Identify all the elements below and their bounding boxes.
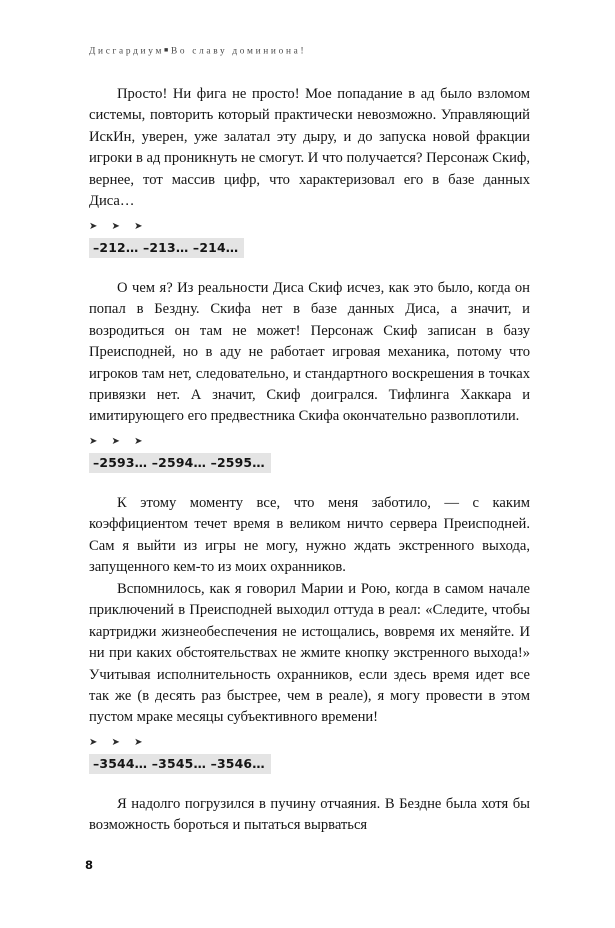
spacer <box>89 213 530 221</box>
countdown-block <box>89 436 530 473</box>
triple-arrow-icon: ➤ ➤ ➤ <box>89 435 148 447</box>
paragraph: О чем я? Из реальности Диса Скиф исчез, как это было, когда он попал в Бездну. Скифа нет в базе данных Диса, а значит, и возродиться он там не может! Персонаж Скиф записан в базу Преисподней, но в аду не работает игровая механика, потому что игроков там нет, следовательно, и стандартного воскрешения в точках привязки нет. А значит, Скиф доигрался. Тифлинга Хаккара и имитирующего его предвестника Скифа окончательно развоплотили. <box>89 279 530 425</box>
countdown-readout: –3544… –3545… –3546… <box>89 754 271 774</box>
countdown-block <box>89 737 530 774</box>
spacer <box>89 774 530 794</box>
page-number: 8 <box>85 858 94 872</box>
spacer <box>89 428 530 436</box>
countdown-readout: –2593… –2594… –2595… <box>89 453 271 473</box>
spacer <box>89 473 530 493</box>
square-bullet-icon: ■ <box>164 46 171 54</box>
triple-arrow-icon: ➤ ➤ ➤ <box>89 220 148 232</box>
paragraph: Просто! Ни фига не просто! Мое попадание в ад было взломом системы, повторить который практически невозможно. Управляющий ИскИн, уверен, уже залатал эту дыру, и до запуска новой фракции игроки в ад проникнуть не смогут. И что получается? Персонаж Скиф, вернее, тот массив цифр, что характеризовал его в базе данных Диса… <box>89 86 530 210</box>
paragraph: Вспомнилось, как я говорил Марии и Рою, когда в самом начале приключений в Преисподней выходил оттуда в реал: «Следите, чтобы картриджи жизнеобеспечения не истощались, вовремя их меняйте. И ни при каких обстоятельствах не жмите кнопку экстренного выхода!» Учитывая исполнительность охранников, если здесь время идет все так же (в десять раз быстрее, чем в реале), я могу провести в этом пустом мраке месяцы субъективного времени! <box>89 580 530 726</box>
paragraph: Я надолго погрузился в пучину отчаяния. В Бездне была хотя бы возможность бороться и пытаться вырваться <box>89 795 530 834</box>
running-head-book-title: Во славу доминиона! <box>170 46 307 57</box>
triple-arrow-icon: ➤ ➤ ➤ <box>89 736 148 748</box>
text-column <box>89 84 530 837</box>
countdown-block <box>89 221 530 258</box>
countdown-readout: –212… –213… –214… <box>89 238 244 258</box>
running-head <box>89 44 529 59</box>
spacer <box>89 258 530 278</box>
running-head-series-title: Дисгардиум <box>89 46 165 57</box>
paragraph: К этому моменту все, что меня заботило, — с каким коэффициентом течет время в великом ничто сервера Преисподней. Сам я выйти из игры не могу, нужно ждать экстренного выхода, запущенного кем-то из моих охранников. <box>89 494 530 576</box>
spacer <box>89 729 530 737</box>
